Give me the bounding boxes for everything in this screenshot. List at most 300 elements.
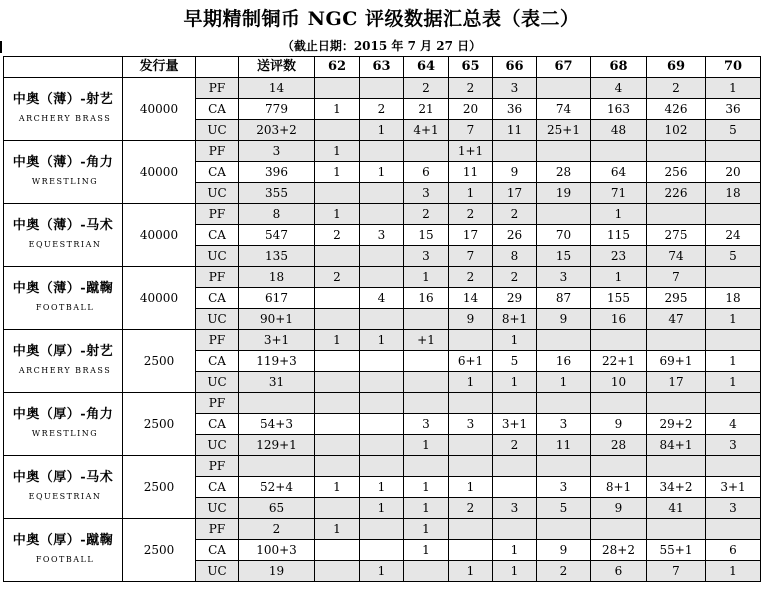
grade-count: 16 xyxy=(404,288,449,309)
grade-type: CA xyxy=(196,351,239,372)
grade-count xyxy=(647,393,706,414)
grade-count: 9 xyxy=(537,309,591,330)
grade-count: 23 xyxy=(591,246,647,267)
grade-count: 2 xyxy=(315,225,360,246)
grade-type: CA xyxy=(196,414,239,435)
grade-count: 1 xyxy=(360,120,404,141)
grade-count: 3 xyxy=(537,267,591,288)
grade-count: 3 xyxy=(404,414,449,435)
grade-count: 25+1 xyxy=(537,120,591,141)
grade-type: CA xyxy=(196,540,239,561)
submitted-count: 779 xyxy=(239,99,315,120)
grade-count xyxy=(706,456,761,477)
grade-count xyxy=(360,435,404,456)
coin-name-zh: 中奥（薄）-射艺 xyxy=(12,91,114,107)
grade-count: 1+1 xyxy=(449,141,493,162)
grade-count xyxy=(360,267,404,288)
grade-count: 15 xyxy=(404,225,449,246)
grade-count: +1 xyxy=(404,330,449,351)
coin-name-en: EQUESTRIAN xyxy=(28,239,102,249)
grade-count: 84+1 xyxy=(647,435,706,456)
grade-count xyxy=(647,456,706,477)
coin-name-zh: 中奥（厚）-角力 xyxy=(12,406,114,422)
grade-count: 2 xyxy=(360,99,404,120)
grade-count xyxy=(404,456,449,477)
grade-count xyxy=(404,372,449,393)
header-submitted: 送评数 xyxy=(239,57,315,78)
grade-count xyxy=(360,393,404,414)
grade-count: 1 xyxy=(449,561,493,582)
submitted-count: 100+3 xyxy=(239,540,315,561)
grade-count: 17 xyxy=(493,183,537,204)
grade-count: 8+1 xyxy=(591,477,647,498)
grade-count: 28 xyxy=(537,162,591,183)
grade-count xyxy=(706,267,761,288)
grade-count xyxy=(647,330,706,351)
grade-count: 256 xyxy=(647,162,706,183)
issued-quantity: 40000 xyxy=(123,204,196,267)
grade-count xyxy=(315,246,360,267)
grade-count xyxy=(315,540,360,561)
grade-count xyxy=(315,414,360,435)
grade-count: 20 xyxy=(706,162,761,183)
grade-count: 7 xyxy=(647,561,706,582)
grade-count: 2 xyxy=(449,498,493,519)
table-row xyxy=(4,519,761,540)
coin-name-zh: 中奥（薄）-蹴鞠 xyxy=(12,280,114,296)
grade-count: 11 xyxy=(449,162,493,183)
grade-count xyxy=(360,309,404,330)
grade-type: PF xyxy=(196,78,239,99)
coin-name-en: FOOTBALL xyxy=(35,554,95,564)
grade-count xyxy=(493,456,537,477)
grade-count xyxy=(360,351,404,372)
grade-count: 9 xyxy=(449,309,493,330)
grade-count: 1 xyxy=(706,372,761,393)
grade-count: 1 xyxy=(360,162,404,183)
grade-type: CA xyxy=(196,477,239,498)
grade-count: 6 xyxy=(404,162,449,183)
grade-count: 1 xyxy=(315,162,360,183)
issued-quantity: 40000 xyxy=(123,267,196,330)
submitted-count: 396 xyxy=(239,162,315,183)
grade-count xyxy=(315,393,360,414)
grade-count xyxy=(706,519,761,540)
submitted-count xyxy=(239,393,315,414)
grade-count xyxy=(493,477,537,498)
grade-type: PF xyxy=(196,204,239,225)
grade-count: 3 xyxy=(493,78,537,99)
grade-type: UC xyxy=(196,435,239,456)
grade-count xyxy=(647,519,706,540)
grade-count xyxy=(360,414,404,435)
grade-count: 1 xyxy=(493,372,537,393)
table-row xyxy=(4,204,761,225)
grade-count: 275 xyxy=(647,225,706,246)
grade-count xyxy=(449,393,493,414)
coin-name-zh: 中奥（薄）-马术 xyxy=(12,217,114,233)
grade-count: 2 xyxy=(404,78,449,99)
grade-count xyxy=(404,561,449,582)
grade-count xyxy=(493,393,537,414)
grade-count: 226 xyxy=(647,183,706,204)
grade-count: 3+1 xyxy=(706,477,761,498)
grade-count xyxy=(706,204,761,225)
grade-count: 2 xyxy=(404,204,449,225)
grade-count xyxy=(591,456,647,477)
grade-count: 3 xyxy=(404,246,449,267)
grade-count xyxy=(360,141,404,162)
grade-count: 1 xyxy=(449,183,493,204)
grade-count: 29+2 xyxy=(647,414,706,435)
grade-count: 2 xyxy=(493,204,537,225)
grade-count xyxy=(537,204,591,225)
issued-quantity: 2500 xyxy=(123,519,196,582)
grade-count: 16 xyxy=(537,351,591,372)
grade-count xyxy=(537,330,591,351)
submitted-count: 3+1 xyxy=(239,330,315,351)
grade-count: 1 xyxy=(493,330,537,351)
grade-count xyxy=(315,561,360,582)
grade-count: 74 xyxy=(647,246,706,267)
grade-count: 47 xyxy=(647,309,706,330)
submitted-count: 2 xyxy=(239,519,315,540)
page-title: 早期精制铜币 NGC 评级数据汇总表（表二） xyxy=(183,8,580,30)
grade-count: 48 xyxy=(591,120,647,141)
grade-count: 1 xyxy=(591,267,647,288)
grade-count xyxy=(493,519,537,540)
grade-count xyxy=(706,393,761,414)
grade-count: 295 xyxy=(647,288,706,309)
grade-count xyxy=(591,519,647,540)
submitted-count: 3 xyxy=(239,141,315,162)
grade-count: 115 xyxy=(591,225,647,246)
submitted-count: 90+1 xyxy=(239,309,315,330)
coin-name-cell xyxy=(4,204,123,267)
grade-count: 2 xyxy=(493,267,537,288)
grade-count: 3+1 xyxy=(493,414,537,435)
grade-count: 8 xyxy=(493,246,537,267)
issued-quantity: 2500 xyxy=(123,330,196,393)
grade-count: 24 xyxy=(706,225,761,246)
grade-count: 22+1 xyxy=(591,351,647,372)
submitted-count: 547 xyxy=(239,225,315,246)
issued-quantity: 2500 xyxy=(123,456,196,519)
grade-count: 17 xyxy=(647,372,706,393)
grade-count: 36 xyxy=(706,99,761,120)
grade-count xyxy=(315,435,360,456)
grade-count xyxy=(360,78,404,99)
submitted-count: 54+3 xyxy=(239,414,315,435)
grade-count xyxy=(404,141,449,162)
header-grade-68: 68 xyxy=(591,57,647,78)
grade-count: 11 xyxy=(537,435,591,456)
grade-type: UC xyxy=(196,246,239,267)
grade-count: 28 xyxy=(591,435,647,456)
grade-count: 5 xyxy=(706,246,761,267)
grade-type: CA xyxy=(196,225,239,246)
grade-count xyxy=(315,456,360,477)
submitted-count: 135 xyxy=(239,246,315,267)
header-grade-65: 65 xyxy=(449,57,493,78)
header-coin-name xyxy=(4,57,123,78)
grade-count: 1 xyxy=(404,519,449,540)
submitted-count: 65 xyxy=(239,498,315,519)
coin-name-cell xyxy=(4,78,123,141)
submitted-count: 18 xyxy=(239,267,315,288)
coin-name-zh: 中奥（厚）-蹴鞠 xyxy=(12,532,114,548)
grade-count: 1 xyxy=(591,204,647,225)
grade-count: 3 xyxy=(706,435,761,456)
coin-name-cell xyxy=(4,141,123,204)
grade-count: 36 xyxy=(493,99,537,120)
submitted-count: 617 xyxy=(239,288,315,309)
grade-count: 3 xyxy=(537,477,591,498)
submitted-count: 203+2 xyxy=(239,120,315,141)
grade-count: 102 xyxy=(647,120,706,141)
grade-count: 163 xyxy=(591,99,647,120)
grade-count: 1 xyxy=(706,351,761,372)
grade-type: UC xyxy=(196,561,239,582)
grade-count: 34+2 xyxy=(647,477,706,498)
grade-count: 1 xyxy=(315,477,360,498)
grade-count: 1 xyxy=(706,309,761,330)
grade-count xyxy=(706,141,761,162)
table-row xyxy=(4,456,761,477)
grade-count: 155 xyxy=(591,288,647,309)
grade-count: 1 xyxy=(449,477,493,498)
grade-count: 69+1 xyxy=(647,351,706,372)
grade-type: PF xyxy=(196,456,239,477)
grade-count xyxy=(449,456,493,477)
coin-name-en: ARCHERY BRASS xyxy=(18,365,112,375)
grade-count: 28+2 xyxy=(591,540,647,561)
grade-count: 1 xyxy=(493,540,537,561)
grade-count: 9 xyxy=(591,414,647,435)
cutoff-date: （截止日期：2015 年 7 月 27 日） xyxy=(281,39,482,53)
grade-count xyxy=(360,540,404,561)
grade-count xyxy=(647,141,706,162)
grade-count: 426 xyxy=(647,99,706,120)
grade-count xyxy=(647,204,706,225)
grade-count: 3 xyxy=(404,183,449,204)
coin-name-zh: 中奥（厚）-射艺 xyxy=(12,343,114,359)
grade-count: 11 xyxy=(493,120,537,141)
grade-count: 1 xyxy=(360,561,404,582)
grade-count: 55+1 xyxy=(647,540,706,561)
grade-count xyxy=(404,309,449,330)
header-grade-67: 67 xyxy=(537,57,591,78)
table-body xyxy=(4,78,761,582)
grade-count xyxy=(449,435,493,456)
grade-count: 21 xyxy=(404,99,449,120)
grade-count: 15 xyxy=(537,246,591,267)
grade-type: UC xyxy=(196,309,239,330)
grade-count xyxy=(315,183,360,204)
grade-count: 19 xyxy=(537,183,591,204)
grade-count xyxy=(315,78,360,99)
submitted-count: 129+1 xyxy=(239,435,315,456)
grade-count xyxy=(315,351,360,372)
submitted-count: 31 xyxy=(239,372,315,393)
grade-type: PF xyxy=(196,330,239,351)
corner-mark xyxy=(0,41,2,53)
grade-count xyxy=(315,120,360,141)
grade-count: 3 xyxy=(360,225,404,246)
coin-name-cell xyxy=(4,267,123,330)
grade-count xyxy=(360,183,404,204)
coin-name-en: WRESTLING xyxy=(31,428,99,438)
grade-count: 9 xyxy=(591,498,647,519)
grade-count: 1 xyxy=(315,519,360,540)
grade-count: 1 xyxy=(360,477,404,498)
coin-name-zh: 中奥（厚）-马术 xyxy=(12,469,114,485)
grade-count xyxy=(360,519,404,540)
grade-count: 1 xyxy=(537,372,591,393)
header-grade-69: 69 xyxy=(647,57,706,78)
grade-count: 5 xyxy=(706,120,761,141)
grade-count xyxy=(591,141,647,162)
table-row xyxy=(4,78,761,99)
grade-count: 14 xyxy=(449,288,493,309)
grade-count: 3 xyxy=(449,414,493,435)
grade-count xyxy=(706,330,761,351)
submitted-count: 355 xyxy=(239,183,315,204)
grade-type: PF xyxy=(196,141,239,162)
header-row xyxy=(4,57,761,78)
grade-count: 1 xyxy=(404,435,449,456)
grade-type: PF xyxy=(196,519,239,540)
grade-count xyxy=(537,78,591,99)
grade-count: 1 xyxy=(493,561,537,582)
grade-count: 1 xyxy=(706,561,761,582)
grade-count: 64 xyxy=(591,162,647,183)
table-row xyxy=(4,330,761,351)
grade-count: 6 xyxy=(591,561,647,582)
grade-count: 71 xyxy=(591,183,647,204)
grade-count: 1 xyxy=(315,141,360,162)
coin-name-en: ARCHERY BRASS xyxy=(18,113,112,123)
submitted-count: 19 xyxy=(239,561,315,582)
grade-count: 4 xyxy=(360,288,404,309)
header-grade-70: 70 xyxy=(706,57,761,78)
grade-count: 7 xyxy=(647,267,706,288)
grade-count xyxy=(537,393,591,414)
grade-count: 41 xyxy=(647,498,706,519)
grade-type: UC xyxy=(196,498,239,519)
grade-count xyxy=(360,246,404,267)
coin-name-en: FOOTBALL xyxy=(35,302,95,312)
submitted-count: 14 xyxy=(239,78,315,99)
grade-count: 18 xyxy=(706,288,761,309)
grade-count: 5 xyxy=(537,498,591,519)
coin-name-zh: 中奥（薄）-角力 xyxy=(12,154,114,170)
grade-count xyxy=(493,141,537,162)
grade-count: 2 xyxy=(647,78,706,99)
grade-count: 87 xyxy=(537,288,591,309)
grade-count: 29 xyxy=(493,288,537,309)
grade-count xyxy=(360,456,404,477)
grade-count: 8+1 xyxy=(493,309,537,330)
submitted-count: 52+4 xyxy=(239,477,315,498)
issued-quantity: 2500 xyxy=(123,393,196,456)
grade-count: 4 xyxy=(706,414,761,435)
grade-count: 1 xyxy=(360,498,404,519)
header-grade xyxy=(196,57,239,78)
ngc-grading-table xyxy=(3,56,761,582)
grade-count: 7 xyxy=(449,246,493,267)
grade-count: 3 xyxy=(493,498,537,519)
grade-count: 1 xyxy=(360,330,404,351)
grade-count: 2 xyxy=(315,267,360,288)
grade-count: 9 xyxy=(537,540,591,561)
grade-count: 17 xyxy=(449,225,493,246)
coin-name-en: EQUESTRIAN xyxy=(28,491,102,501)
grade-count: 2 xyxy=(493,435,537,456)
grade-count xyxy=(449,540,493,561)
grade-count: 2 xyxy=(449,204,493,225)
grade-count: 3 xyxy=(537,414,591,435)
grade-count xyxy=(404,351,449,372)
header-grade-64: 64 xyxy=(404,57,449,78)
grade-count xyxy=(591,330,647,351)
grade-count: 1 xyxy=(315,330,360,351)
grade-count: 1 xyxy=(449,372,493,393)
grade-type: CA xyxy=(196,162,239,183)
submitted-count: 119+3 xyxy=(239,351,315,372)
coin-name-cell xyxy=(4,393,123,456)
grade-count: 1 xyxy=(404,540,449,561)
coin-name-cell xyxy=(4,519,123,582)
grade-count: 18 xyxy=(706,183,761,204)
grade-count: 16 xyxy=(591,309,647,330)
grade-count xyxy=(360,204,404,225)
grade-count: 70 xyxy=(537,225,591,246)
header-grade-66: 66 xyxy=(493,57,537,78)
grade-count: 2 xyxy=(449,267,493,288)
grade-count: 1 xyxy=(315,204,360,225)
grade-count xyxy=(449,519,493,540)
grade-count: 20 xyxy=(449,99,493,120)
table-row xyxy=(4,141,761,162)
grade-count: 2 xyxy=(449,78,493,99)
issued-quantity: 40000 xyxy=(123,141,196,204)
grade-count: 4+1 xyxy=(404,120,449,141)
grade-type: UC xyxy=(196,372,239,393)
grade-count xyxy=(404,393,449,414)
grade-type: CA xyxy=(196,99,239,120)
coin-name-en: WRESTLING xyxy=(31,176,99,186)
coin-name-cell xyxy=(4,456,123,519)
grade-count: 6+1 xyxy=(449,351,493,372)
grade-count: 6 xyxy=(706,540,761,561)
submitted-count: 8 xyxy=(239,204,315,225)
grade-count: 1 xyxy=(404,267,449,288)
grade-count: 1 xyxy=(706,78,761,99)
grade-count xyxy=(315,498,360,519)
grade-type: UC xyxy=(196,120,239,141)
grade-type: CA xyxy=(196,288,239,309)
grade-count: 2 xyxy=(537,561,591,582)
coin-name-cell xyxy=(4,330,123,393)
grade-count: 74 xyxy=(537,99,591,120)
header-grade-62: 62 xyxy=(315,57,360,78)
grade-count xyxy=(537,141,591,162)
header-issued: 发行量 xyxy=(123,57,196,78)
grade-count: 1 xyxy=(315,99,360,120)
grade-count xyxy=(537,456,591,477)
grade-count: 4 xyxy=(591,78,647,99)
